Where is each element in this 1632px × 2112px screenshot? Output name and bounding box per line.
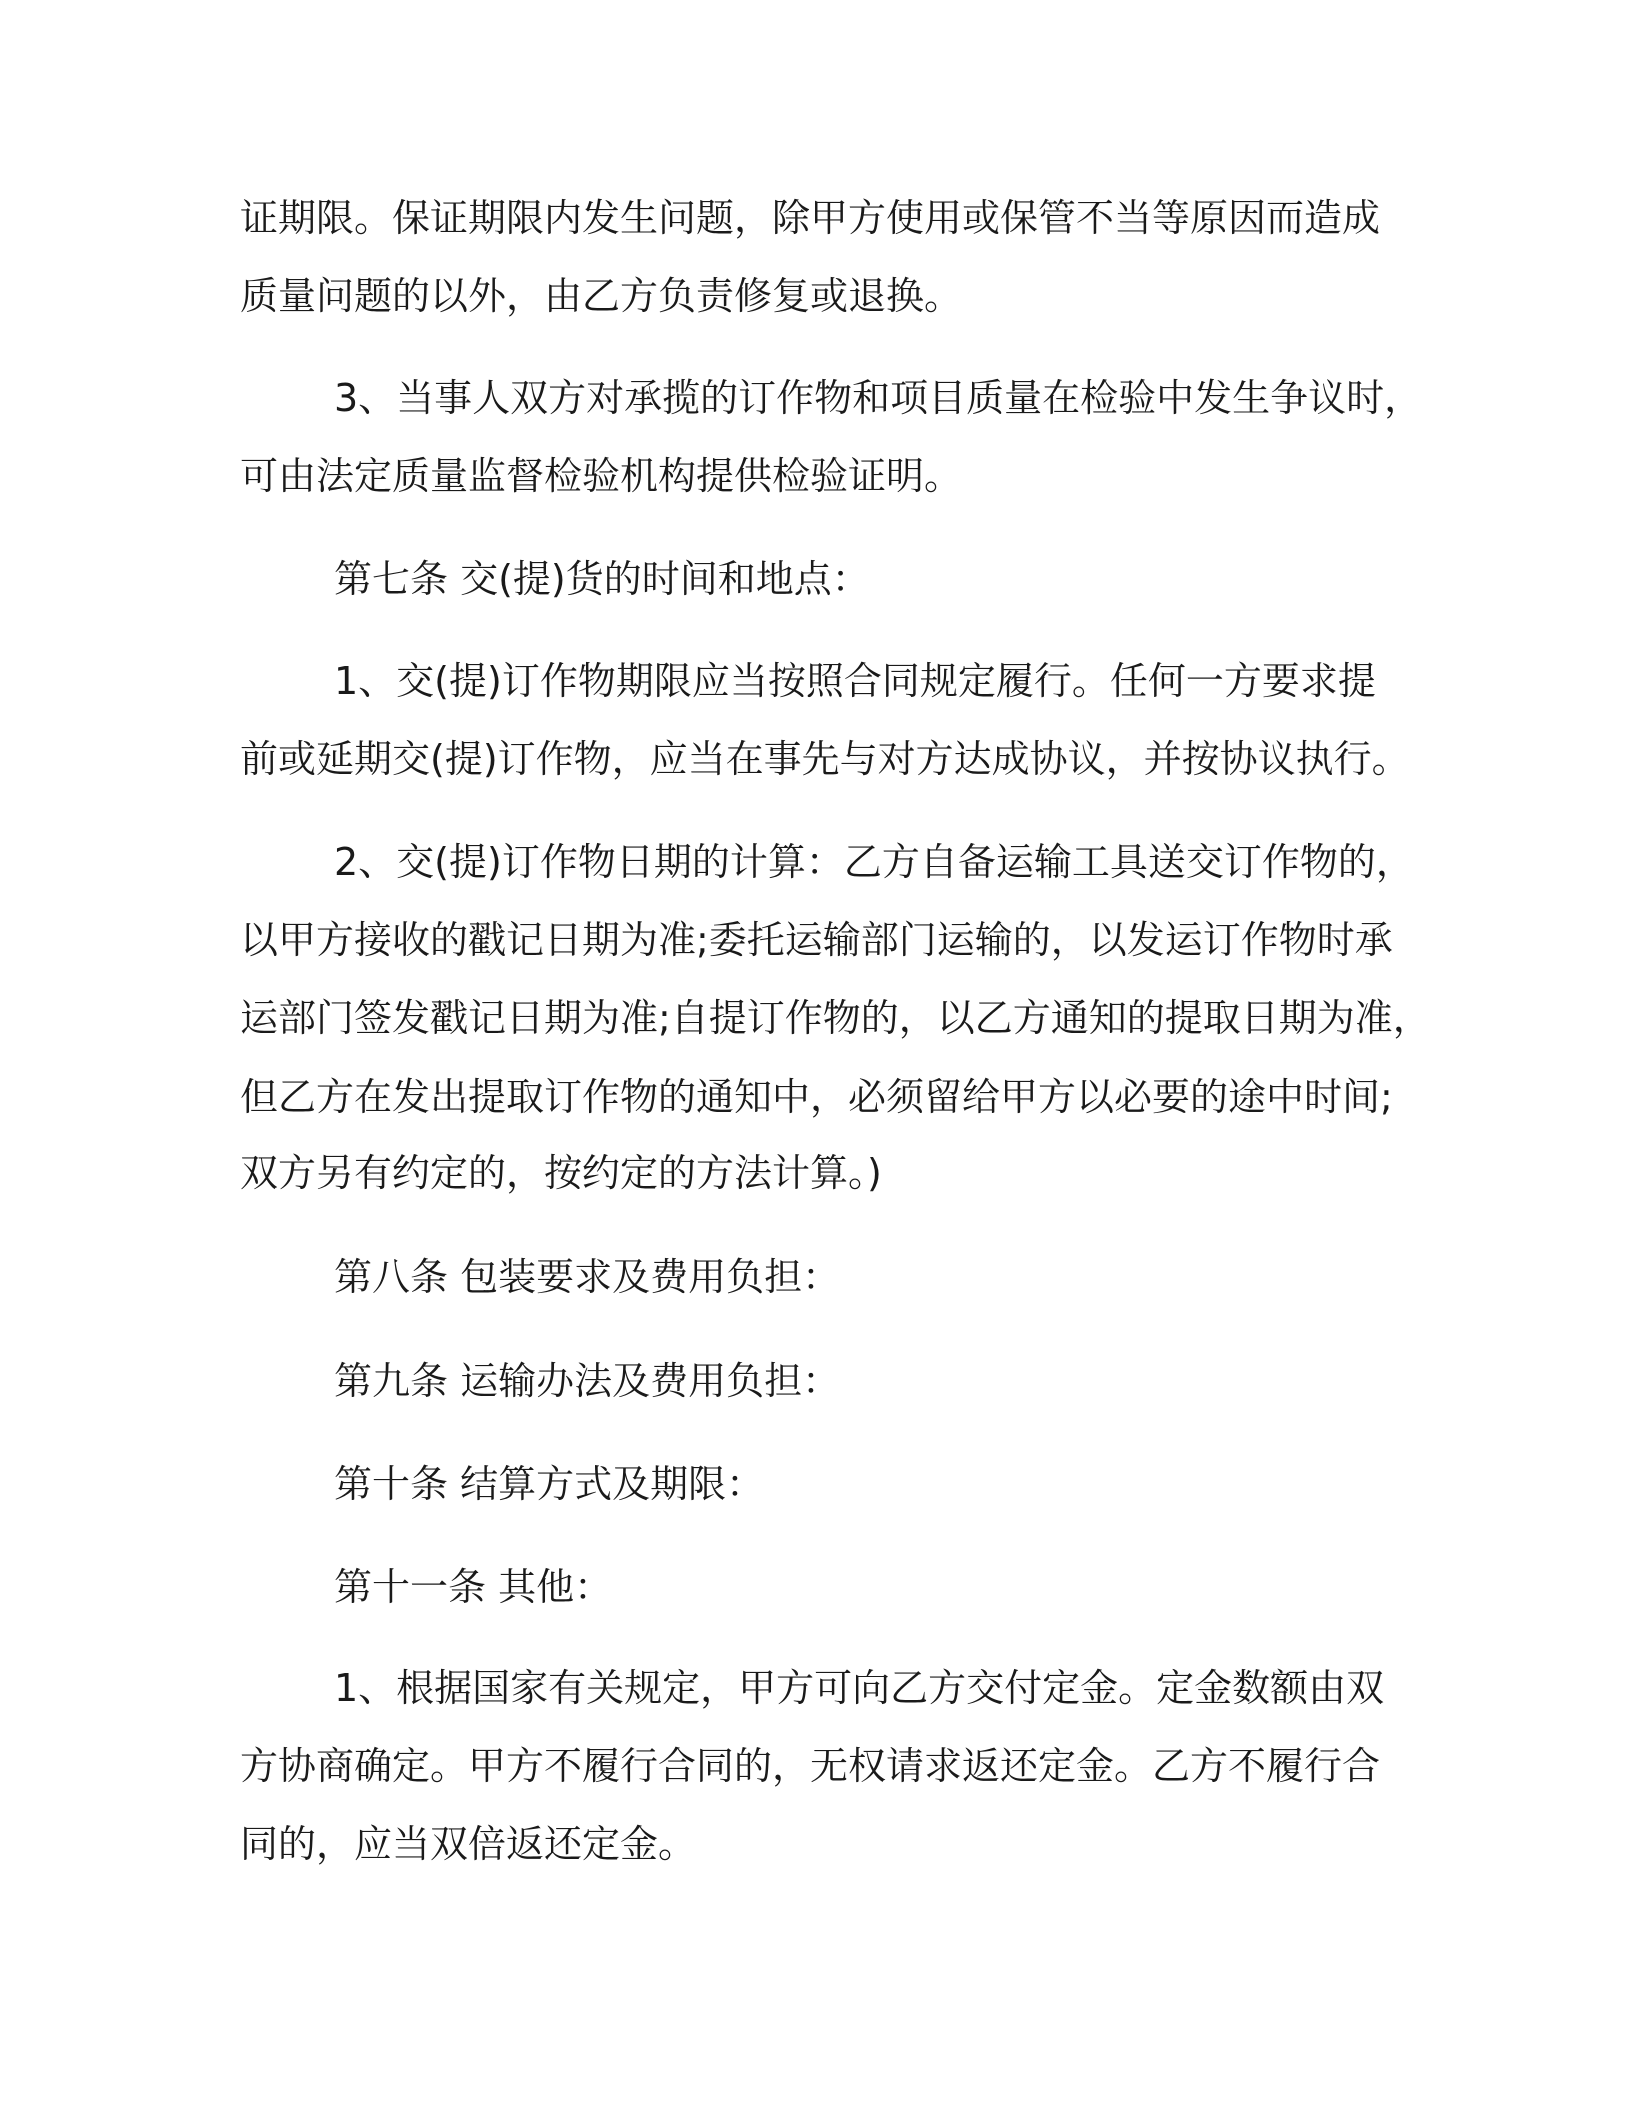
paragraph-line: 双方另有约定的，按约定的方法计算。) <box>240 1151 882 1195</box>
paragraph-line: 质量问题的以外，由乙方负责修复或退换。 <box>240 274 963 318</box>
paragraph-line: 可由法定质量监督检验机构提供检验证明。 <box>240 454 963 498</box>
section-heading: 第十一条 其他： <box>334 1565 613 1609</box>
paragraph-line: 2、交(提)订作物日期的计算：乙方自备运输工具送交订作物的， <box>334 840 1414 884</box>
paragraph-line: 证期限。保证期限内发生问题，除甲方使用或保管不当等原因而造成 <box>240 196 1381 240</box>
paragraph-line: 1、交(提)订作物期限应当按照合同规定履行。任何一方要求提 <box>334 659 1376 703</box>
section-heading: 第九条 运输办法及费用负担： <box>334 1359 841 1403</box>
paragraph-line: 1、根据国家有关规定，甲方可向乙方交付定金。定金数额由双 <box>334 1666 1385 1710</box>
paragraph-line: 方协商确定。甲方不履行合同的，无权请求返还定金。乙方不履行合 <box>240 1744 1381 1788</box>
paragraph-line: 以甲方接收的戳记日期为准;委托运输部门运输的，以发运订作物时承 <box>240 918 1393 962</box>
section-heading: 第八条 包装要求及费用负担： <box>334 1255 841 1299</box>
section-heading: 第七条 交(提)货的时间和地点： <box>334 557 870 601</box>
paragraph-line: 前或延期交(提)订作物，应当在事先与对方达成协议，并按协议执行。 <box>240 737 1410 781</box>
paragraph-line: 同的，应当双倍返还定金。 <box>240 1822 697 1866</box>
paragraph-line: 3、当事人双方对承揽的订作物和项目质量在检验中发生争议时， <box>334 376 1423 420</box>
section-heading: 第十条 结算方式及期限： <box>334 1462 765 1506</box>
paragraph-line: 运部门签发戳记日期为准;自提订作物的，以乙方通知的提取日期为准， <box>240 996 1431 1040</box>
paragraph-line: 但乙方在发出提取订作物的通知中，必须留给甲方以必要的途中时间; <box>240 1075 1393 1119</box>
